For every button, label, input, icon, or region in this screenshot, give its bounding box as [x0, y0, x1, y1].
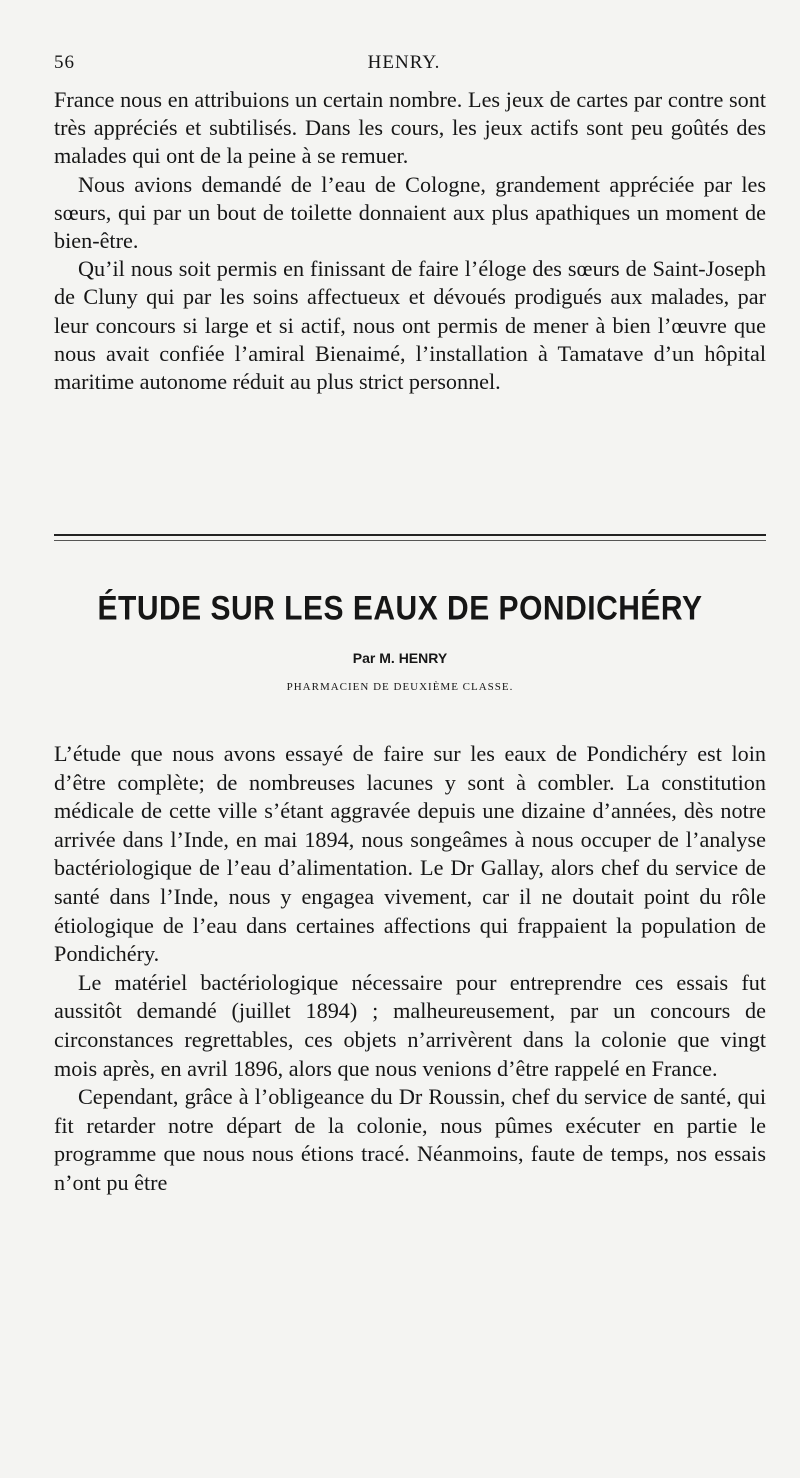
paragraph: Le matériel bactériologique nécessaire pour entreprendre ces essais fut aussitôt demandé (juillet 1894) ; malheureusement, par un concours de circonstances regrettables, ces objets n’arrivèrent dans la colonie que vingt mois après, en avril 1896, alors que nous venions d’être rappelé en France.	[54, 969, 766, 1081]
section-divider-thin	[54, 540, 766, 541]
previous-article-ending	[54, 86, 766, 396]
article-body	[54, 740, 766, 1198]
page-header	[54, 52, 754, 76]
paragraph: Nous avions demandé de l’eau de Cologne, grandement appréciée par les sœurs, qui par un bout de toilette donnaient aux plus apathiques un moment de bien-être.	[54, 171, 766, 254]
article-title: ÉTUDE SUR LES EAUX DE PONDICHÉRY	[97, 589, 703, 628]
byline: Par M. HENRY	[352, 650, 448, 666]
paragraph: France nous en attribuions un certain nombre. Les jeux de cartes par contre sont très appréciés et subtilisés. Dans les cours, les jeux actifs sont peu goûtés des malades qui ont de la peine à se remuer.	[54, 87, 766, 169]
running-head: HENRY.	[367, 52, 441, 73]
page-number: 56	[54, 52, 75, 73]
paragraph: Qu’il nous soit permis en finissant de faire l’éloge des sœurs de Saint-Joseph de Cluny qui par les soins affectueux et dévoués prodigués aux malades, par leur concours si large et si actif, nous ont permis de mener à bien l’œuvre que nous avait confiée l’amiral Bienaimé, l’installation à Tamatave d’un hôpital maritime autonome réduit au plus strict personnel.	[54, 256, 766, 395]
author-role: PHARMACIEN DE DEUXIÈME CLASSE.	[286, 681, 514, 693]
paragraph: L’étude que nous avons essayé de faire sur les eaux de Pondichéry est loin d’être complète; de nombreuses lacunes y sont à combler. La constitution médicale de cette ville s’étant aggravée depuis une dizaine d’années, dès notre arrivée dans l’Inde, en mai 1894, nous songeâmes à nous occuper de l’analyse bactériologique de l’eau d’alimentation. Le Dr Gallay, alors chef du service de santé dans l’Inde, nous y engagea vivement, car il ne doutait point du rôle étiologique de l’eau dans certaines affections qui frappaient la population de Pondichéry.	[54, 741, 766, 967]
paragraph: Cependant, grâce à l’obligeance du Dr Roussin, chef du service de santé, qui fit retarder notre départ de la colonie, nous pûmes exécuter en partie le programme que nous nous étions tracé. Néanmoins, faute de temps, nos essais n’ont pu être	[54, 1084, 766, 1195]
section-divider	[54, 534, 766, 536]
